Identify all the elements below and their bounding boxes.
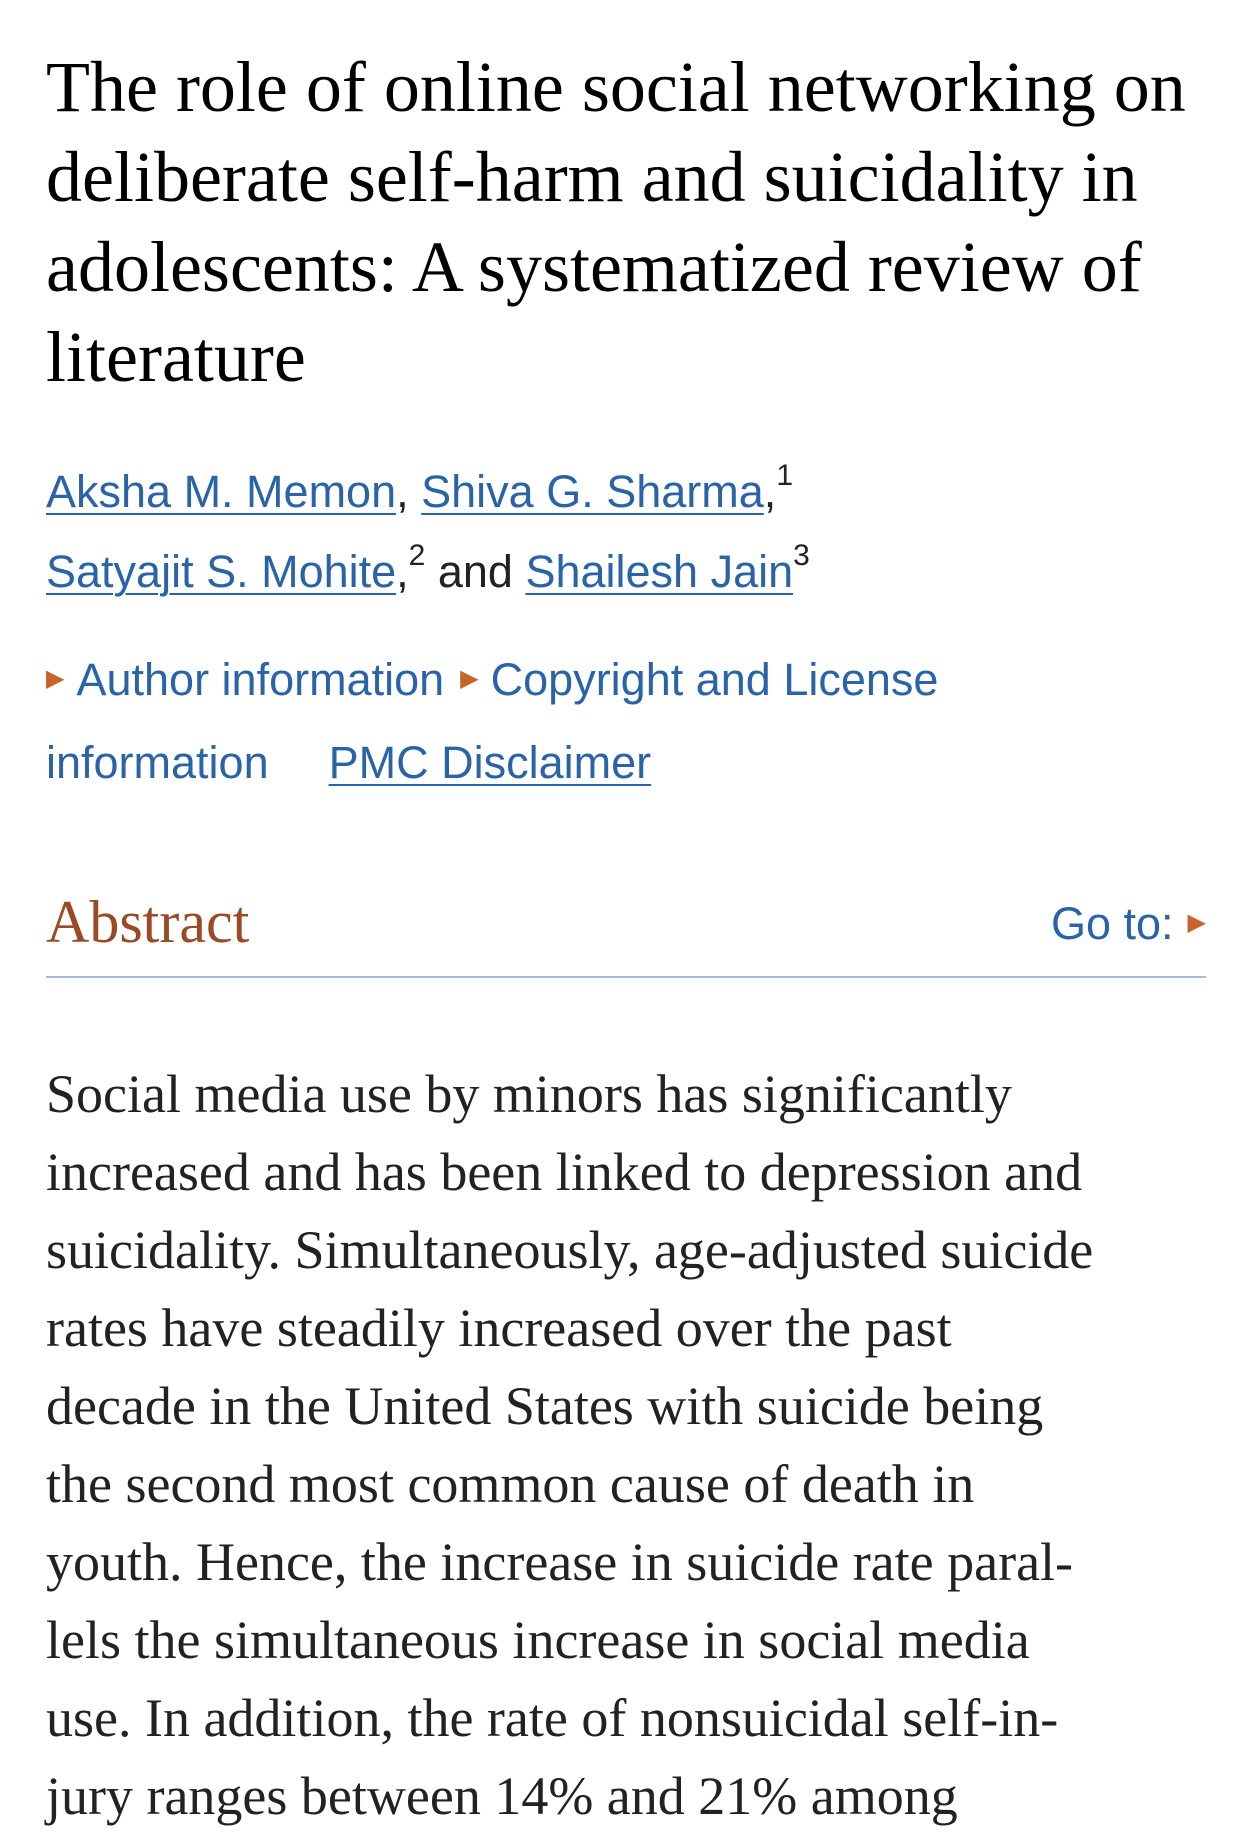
- affiliation-sup-3: 3: [793, 539, 810, 572]
- abstract-line: lels the simultaneous increase in social media: [46, 1610, 1030, 1670]
- abstract-line: increased and has been linked to depression and: [46, 1142, 1083, 1202]
- author-information-toggle[interactable]: Author information: [76, 654, 445, 705]
- abstract-line: suicidality. Simultaneously, age-adjusted suicide: [46, 1220, 1094, 1280]
- author-conjunction: and: [425, 546, 526, 597]
- goto-triangle-icon: ▶: [1187, 909, 1206, 937]
- abstract-text: [46, 1055, 1206, 1835]
- author-separator: ,: [396, 546, 409, 597]
- abstract-line: Social media use by minors has significantly: [46, 1064, 1012, 1124]
- title-line: deliberate self-harm and suicidality in: [46, 137, 1138, 217]
- copyright-license-toggle[interactable]: Copyright and License: [490, 654, 939, 705]
- info-line: [46, 640, 1196, 723]
- abstract-line: rates have steadily increased over the past: [46, 1298, 952, 1358]
- author-separator: ,: [396, 466, 422, 517]
- author-link-sharma[interactable]: Shiva G. Sharma: [421, 466, 764, 517]
- article-title: [46, 42, 1196, 402]
- author-line: [46, 532, 1196, 612]
- author-link-mohite[interactable]: Satyajit S. Mohite: [46, 546, 397, 597]
- abstract-section-header: [46, 880, 1206, 978]
- info-line: [46, 723, 1196, 803]
- abstract-line: use. In addition, the rate of nonsuicidal self-in-: [46, 1688, 1059, 1748]
- pmc-disclaimer-link[interactable]: PMC Disclaimer: [328, 737, 652, 789]
- author-link-jain[interactable]: Shailesh Jain: [525, 546, 794, 597]
- affiliation-sup-1: 1: [776, 459, 793, 492]
- article-info-links: [46, 640, 1196, 803]
- expand-triangle-icon: ▶: [46, 665, 65, 693]
- goto-menu-button[interactable]: [1051, 894, 1206, 957]
- goto-label: Go to:: [1050, 898, 1174, 949]
- author-line: [46, 452, 1196, 532]
- title-line: The role of online social networking on: [46, 47, 1186, 127]
- abstract-heading: Abstract: [46, 889, 250, 955]
- expand-triangle-icon: ▶: [460, 665, 479, 693]
- title-line: adolescents: A systematized review of: [46, 227, 1142, 307]
- abstract-line: jury ranges between 14% and 21% among: [46, 1766, 958, 1826]
- copyright-license-toggle-continued[interactable]: information: [46, 737, 269, 789]
- affiliation-sup-2: 2: [408, 539, 426, 572]
- author-separator: ,: [763, 466, 777, 517]
- abstract-line: decade in the United States with suicide being: [46, 1376, 1044, 1436]
- author-list: [46, 452, 1196, 612]
- author-link-memon[interactable]: Aksha M. Memon: [46, 466, 397, 517]
- title-line: literature: [46, 317, 306, 397]
- abstract-line: the second most common cause of death in: [46, 1454, 975, 1514]
- abstract-line: youth. Hence, the increase in suicide rate paral-: [46, 1532, 1074, 1592]
